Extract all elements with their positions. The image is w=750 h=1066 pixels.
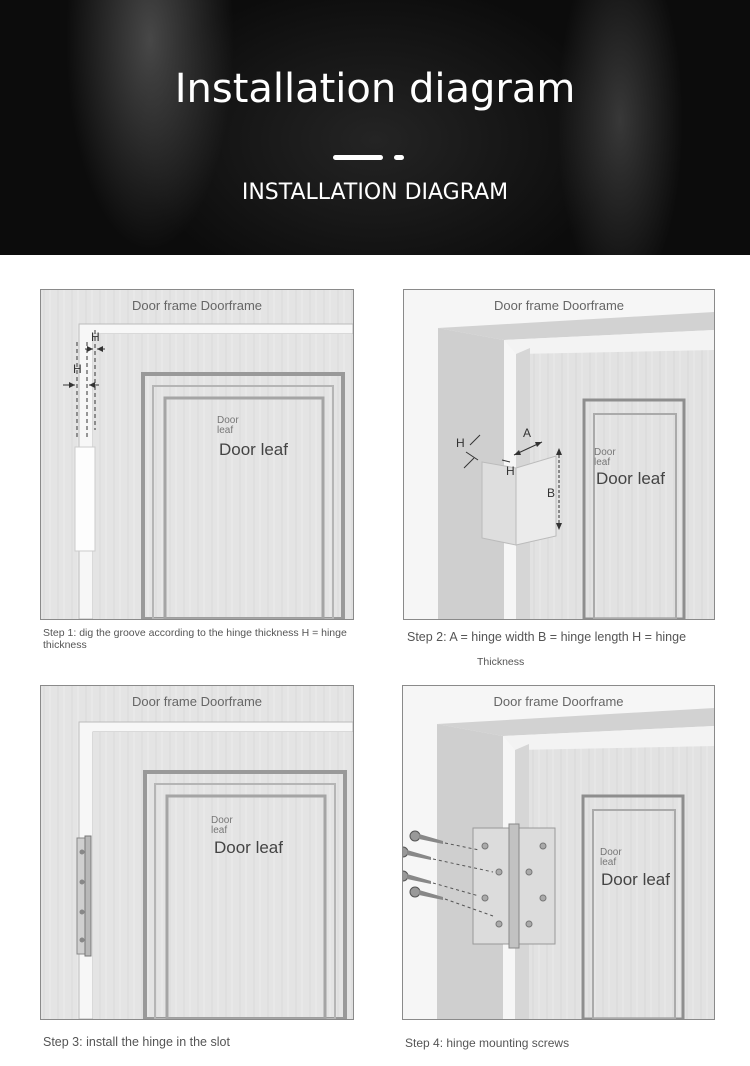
dim-h-label: H — [506, 464, 515, 478]
step4-caption: Step 4: hinge mounting screws — [405, 1036, 570, 1050]
step1-caption: Step 1: dig the groove according to the hinge thickness H = hinge thickness — [43, 627, 347, 651]
dim-h-label: H — [73, 362, 82, 376]
door-leaf-label: Door leaf — [596, 469, 665, 488]
door-leaf-small-label: Door leaf — [594, 447, 616, 468]
door-frame-label: Door frame Doorframe — [493, 298, 625, 313]
door-leaf-small-label: Door leaf — [211, 815, 233, 836]
door-leaf-small-label: Door leaf — [217, 415, 239, 436]
door-frame-label: Door frame Doorframe — [131, 298, 263, 313]
door-leaf-label: Door leaf — [214, 838, 283, 857]
dim-a-label: A — [523, 426, 532, 440]
step2-caption: Step 2: A = hinge width B = hinge length H = hinge — [407, 630, 687, 644]
door-leaf-label: Door leaf — [601, 870, 670, 889]
door-frame-label: Door frame Doorframe — [493, 694, 624, 709]
step4-illustration — [402, 685, 715, 1020]
step3-caption: Step 3: install the hinge in the slot — [43, 1035, 230, 1049]
dim-b-label: B — [547, 486, 556, 500]
title-divider-long — [333, 155, 383, 160]
step2-illustration — [403, 289, 715, 620]
door-leaf-label: Door leaf — [219, 440, 288, 459]
door-leaf-small-label: Door leaf — [600, 847, 622, 868]
step2-caption-extra: Thickness — [477, 656, 525, 668]
step3-illustration — [40, 685, 354, 1020]
step4-drawing — [403, 686, 714, 1019]
step1-illustration — [40, 289, 354, 620]
hero-subtitle: INSTALLATION DIAGRAM — [241, 180, 509, 205]
dim-h-label: H — [91, 330, 100, 344]
door-frame-label: Door frame Doorframe — [131, 694, 263, 709]
title-divider-short — [394, 155, 404, 160]
hero-banner — [0, 0, 750, 255]
dim-h-label: H — [456, 436, 465, 450]
step2-drawing — [404, 290, 714, 619]
hero-title: Installation diagram — [174, 66, 576, 112]
step3-drawing — [41, 686, 353, 1019]
step1-drawing — [41, 290, 353, 619]
